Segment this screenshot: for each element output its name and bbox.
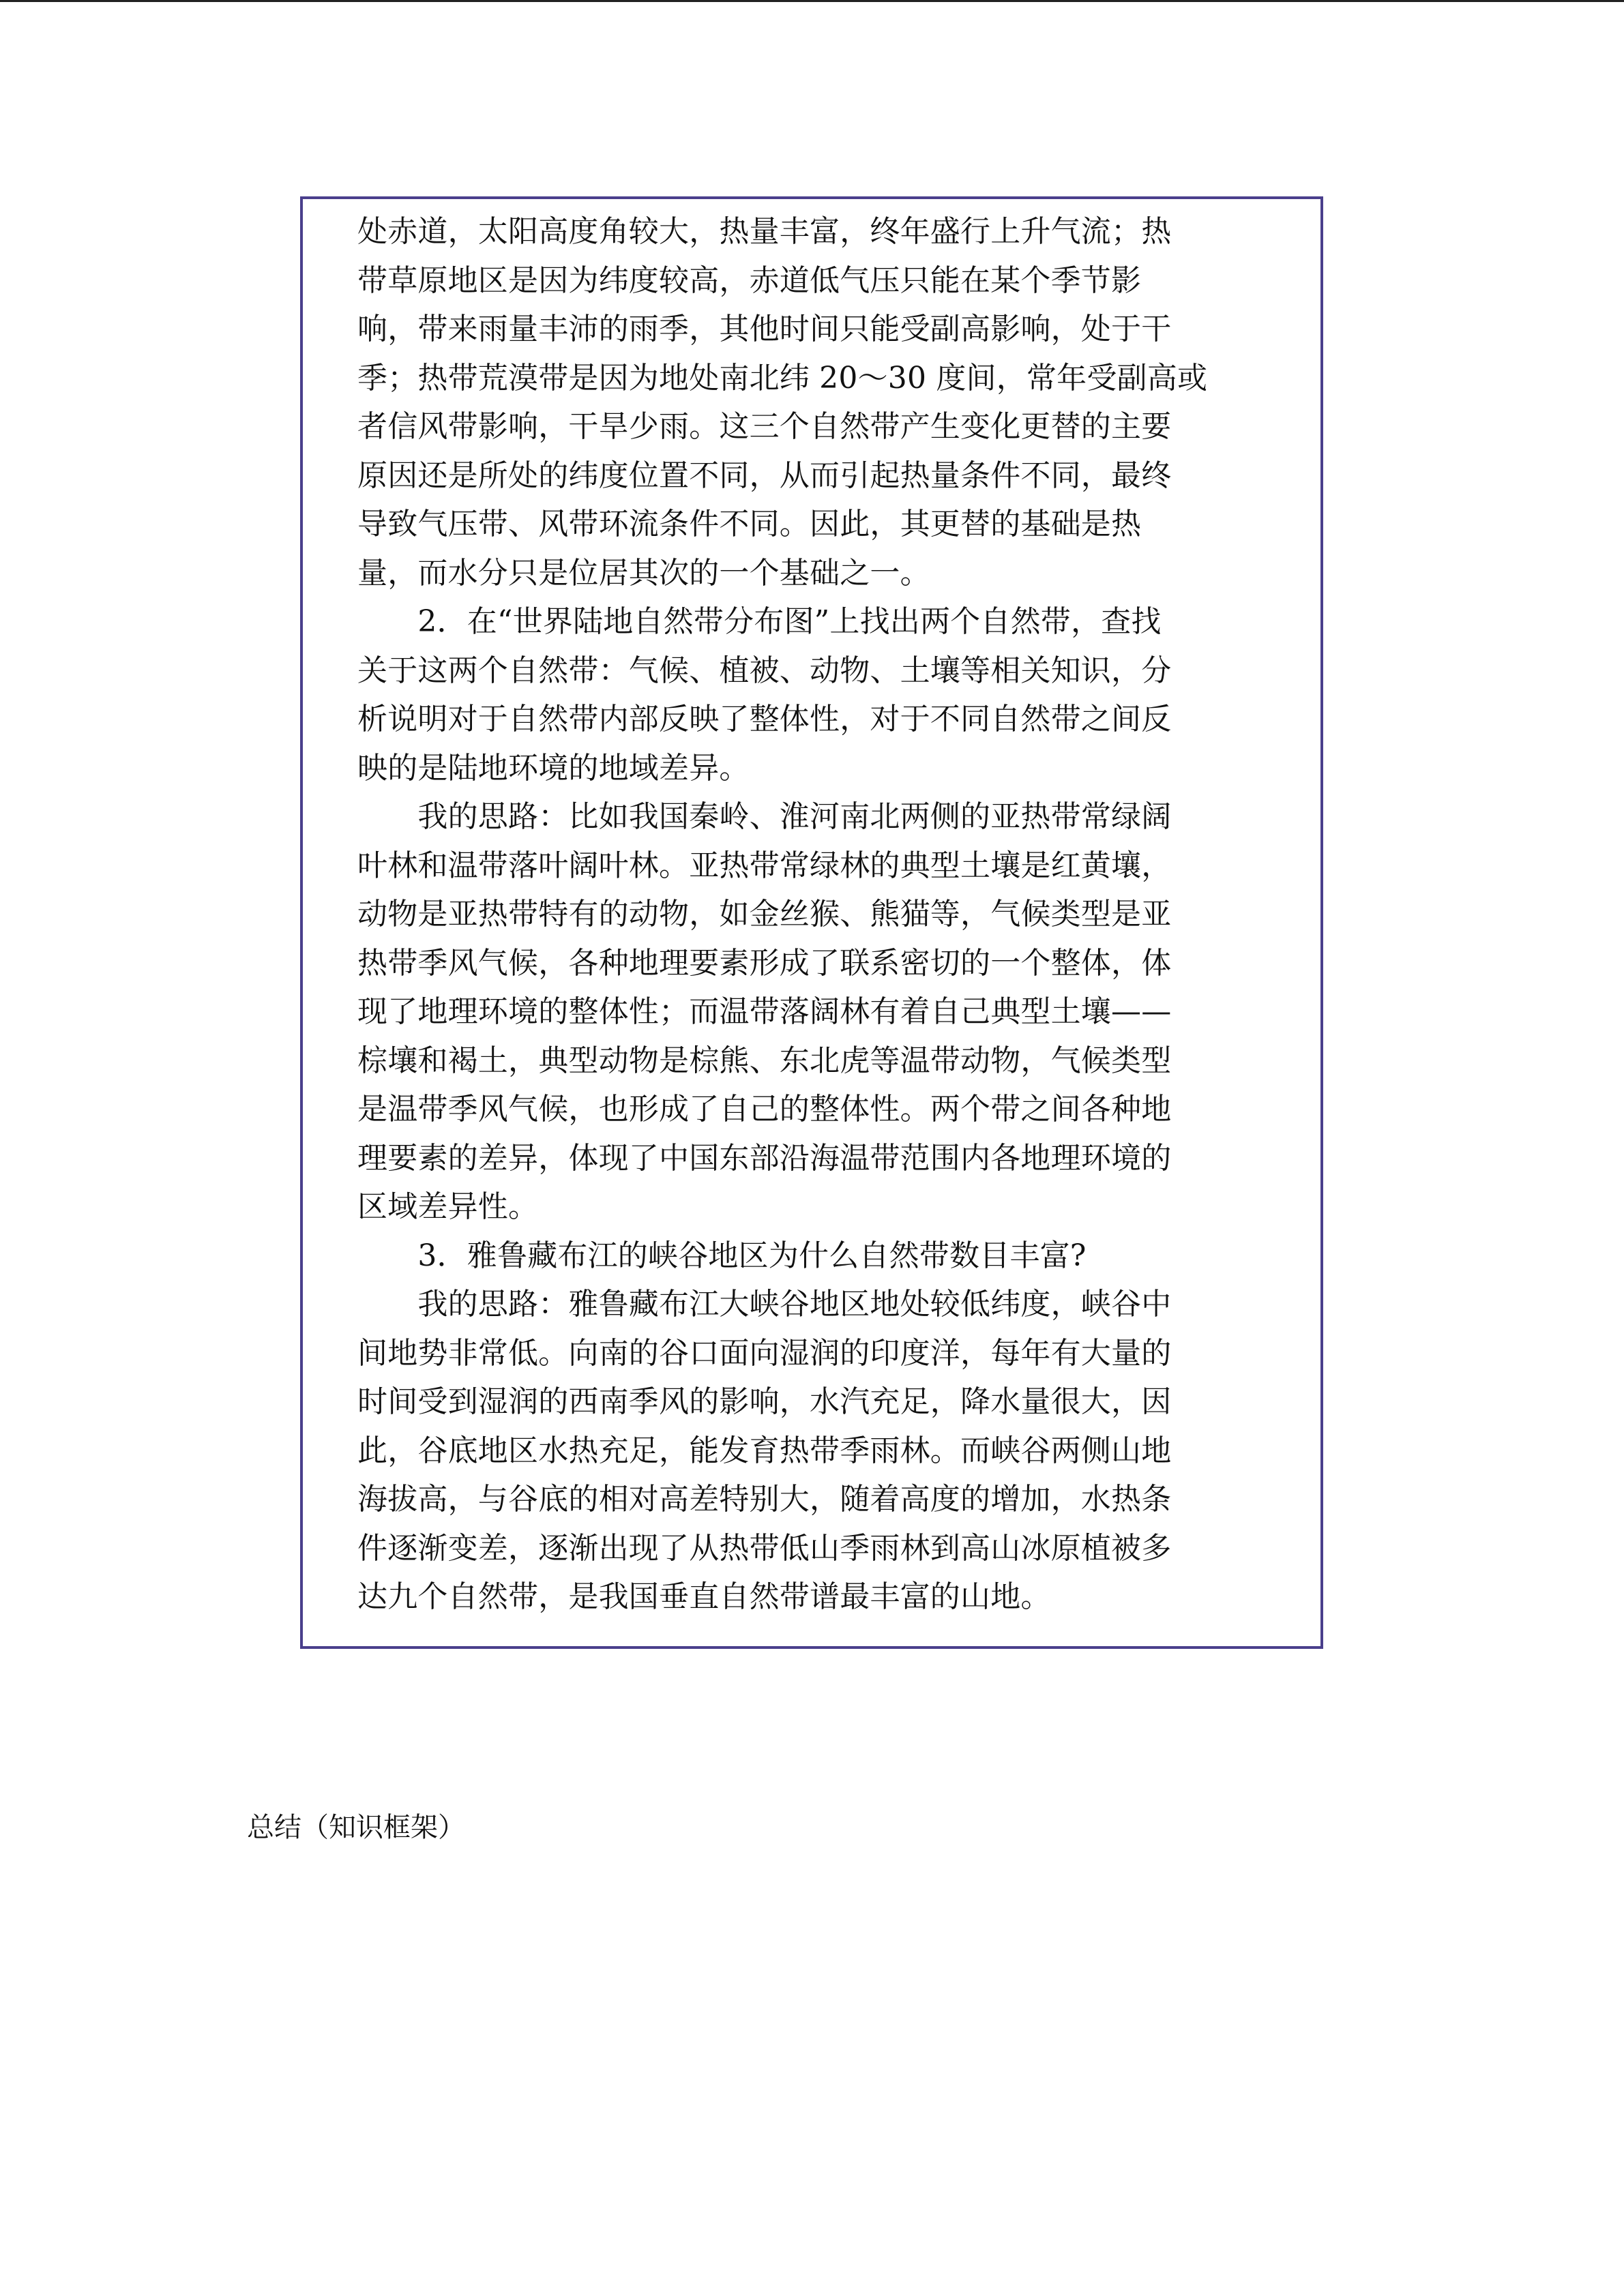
- text-line: 区域差异性。: [357, 1189, 539, 1224]
- text-line: 季；热带荒漠带是因为地处南北纬 20～30 度间，常年受副高或: [357, 360, 1208, 396]
- text-line: 析说明对于自然带内部反映了整体性，对于不同自然带之间反: [357, 702, 1172, 736]
- text-line: 件逐渐变差，逐渐出现了从热带低山季雨林到高山冰原植被多: [357, 1530, 1172, 1566]
- text-line: 带草原地区是因为纬度较高，赤道低气压只能在某个季节影: [357, 263, 1142, 298]
- my-thoughts-line: 我的思路：雅鲁藏布江大峡谷地区地处较低纬度，峡谷中: [357, 1287, 1172, 1322]
- text-line: 达九个自然带，是我国垂直自然带谱最丰富的山地。: [357, 1579, 1051, 1614]
- text-line: 海拔高，与谷底的相对高差特别大，随着高度的增加，水热条: [357, 1482, 1172, 1517]
- text-line: 间地势非常低。向南的谷口面向湿润的印度洋，每年有大量的: [357, 1335, 1172, 1371]
- text-line: 热带季风气候，各种地理要素形成了联系密切的一个整体，体: [357, 945, 1172, 981]
- text-line: 现了地理环境的整体性；而温带落阔林有着自己典型土壤——: [357, 994, 1172, 1029]
- text-line: 原因还是所处的纬度位置不同，从而引起热量条件不同，最终: [357, 458, 1172, 493]
- text-line: 关于这两个自然带：气候、植被、动物、土壤等相关知识，分: [357, 653, 1172, 688]
- text-line: 处赤道，太阳高度角较大，热量丰富，终年盛行上升气流；热: [357, 214, 1172, 249]
- text-line: 响，带来雨量丰沛的雨季，其他时间只能受副高影响，处于干: [357, 312, 1172, 346]
- question-2-line: 2．在“世界陆地自然带分布图”上找出两个自然带，查找: [357, 604, 1162, 639]
- answer-box: [300, 196, 1323, 1649]
- text-line: 此，谷底地区水热充足，能发育热带季雨林。而峡谷两侧山地: [357, 1433, 1172, 1468]
- text-line: 动物是亚热带特有的动物，如金丝猴、熊猫等，气候类型是亚: [357, 897, 1172, 931]
- text-line: 时间受到湿润的西南季风的影响，水汽充足，降水量很大，因: [357, 1384, 1172, 1419]
- text-line: 量，而水分只是位居其次的一个基础之一。: [357, 555, 930, 591]
- text-line: 者信风带影响，干旱少雨。这三个自然带产生变化更替的主要: [357, 409, 1172, 444]
- answer-text: [357, 207, 1265, 1622]
- text-line: 理要素的差异，体现了中国东部沿海温带范围内各地理环境的: [357, 1140, 1172, 1176]
- text-line: 导致气压带、风带环流条件不同。因此，其更替的基础是热: [357, 507, 1142, 541]
- top-rule: [0, 0, 1624, 2]
- text-line: 叶林和温带落叶阔叶林。亚热带常绿林的典型土壤是红黄壤，: [357, 848, 1172, 883]
- text-line: 棕壤和褐土，典型动物是棕熊、东北虎等温带动物，气候类型: [357, 1043, 1172, 1078]
- question-3-line: 3．雅鲁藏布江的峡谷地区为什么自然带数目丰富?: [357, 1238, 1087, 1273]
- my-thoughts-line: 我的思路：比如我国秦岭、淮河南北两侧的亚热带常绿阔: [357, 799, 1172, 834]
- summary-heading: 总结（知识框架）: [247, 1812, 465, 1843]
- text-line: 映的是陆地环境的地域差异。: [357, 750, 750, 786]
- text-line: 是温带季风气候，也形成了自己的整体性。两个带之间各种地: [357, 1092, 1172, 1127]
